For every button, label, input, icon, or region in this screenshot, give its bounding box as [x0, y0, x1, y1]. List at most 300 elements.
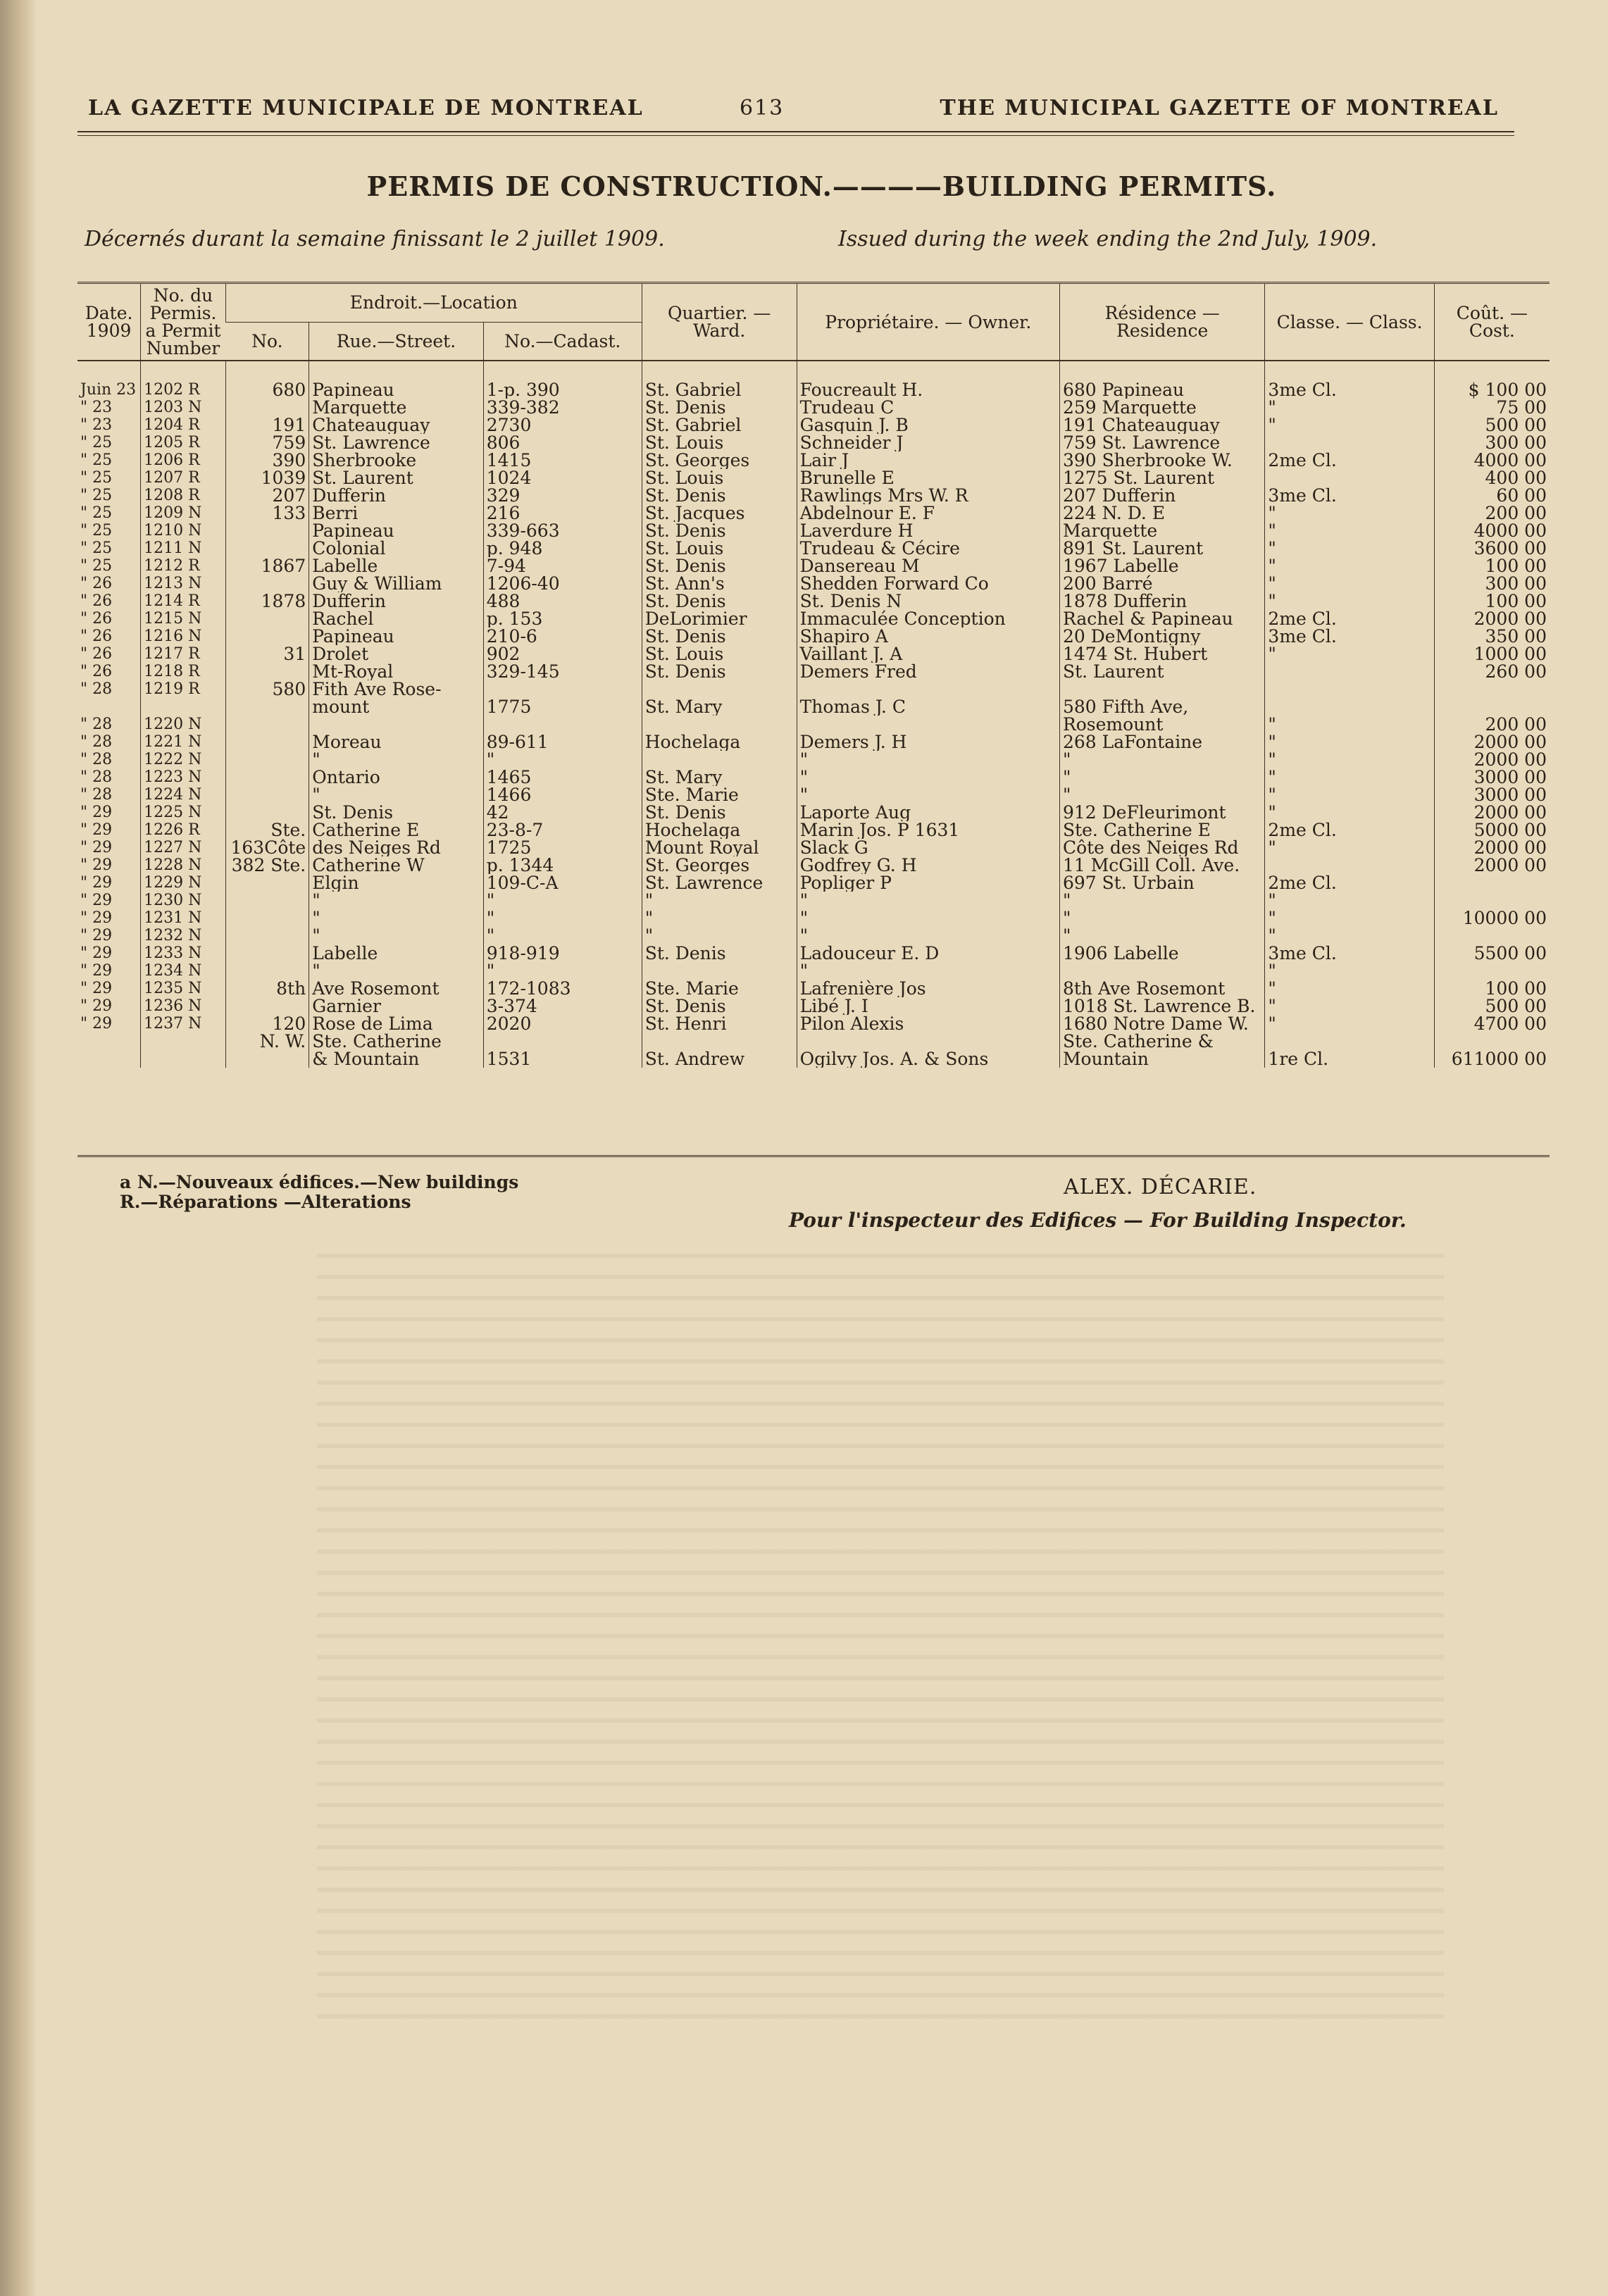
cell-permit: 1233 N	[141, 944, 226, 962]
cell-date: " 26	[80, 610, 113, 628]
cell-street: Catherine W	[309, 856, 484, 874]
cell-cost: 100 00	[1434, 557, 1550, 575]
table-row	[77, 1032, 1550, 1050]
cell-owner: "	[797, 909, 1059, 927]
cell-cadast: 172-1083	[483, 980, 642, 997]
cell-date: Juin 23	[80, 381, 137, 399]
bleed-through-texture	[317, 1254, 1444, 2028]
cell-residence: 1018 St. Lawrence B.	[1059, 997, 1264, 1015]
cell-no: 163Côte	[225, 839, 308, 856]
cell-class: "	[1265, 557, 1434, 575]
cell-cost: 200 00	[1434, 716, 1550, 733]
table-row	[77, 1015, 1550, 1032]
cell-date: " 26	[80, 575, 113, 592]
cell-cadast: 216	[483, 504, 642, 522]
cell-owner: Demers J. H	[797, 733, 1059, 751]
cell-date: " 29	[80, 839, 113, 856]
cell-cadast: 3-374	[483, 997, 642, 1015]
cell-owner: Marin Jos. P 1631	[797, 821, 1059, 839]
cell-class: "	[1265, 786, 1434, 804]
cell-no: 133	[225, 504, 308, 522]
table-row	[77, 856, 1550, 874]
table-row	[77, 557, 1550, 575]
cell-residence: Rachel & Papineau	[1059, 610, 1264, 628]
cell-owner: Abdelnour E. F	[797, 504, 1059, 522]
col-header-cost: Coût. — Cost.	[1434, 283, 1550, 361]
cell-street: Ave Rosemont	[309, 980, 484, 997]
cell-street: "	[309, 786, 484, 804]
table-row	[77, 768, 1550, 786]
cell-cadast: 488	[483, 592, 642, 610]
cell-no	[225, 751, 308, 768]
cell-cadast: "	[483, 909, 642, 927]
cell-cadast: 7-94	[483, 557, 642, 575]
cell-permit: 1229 N	[141, 874, 226, 892]
cell-permit: 1220 N	[141, 716, 226, 733]
cell-owner: Demers Fred	[797, 663, 1059, 680]
cell-cost: 500 00	[1434, 997, 1550, 1015]
cell-street: Dufferin	[309, 487, 484, 504]
cell-residence: 891 St. Laurent	[1059, 539, 1264, 557]
cell-class: "	[1265, 804, 1434, 821]
cell-cost: $ 100 00	[1434, 361, 1550, 399]
cell-ward: St. Andrew	[642, 1050, 797, 1068]
cell-no	[225, 716, 308, 733]
cell-street: des Neiges Rd	[309, 839, 484, 856]
cell-class: "	[1265, 733, 1434, 751]
table-row	[77, 469, 1550, 487]
cell-cadast: "	[483, 751, 642, 768]
cell-no: 1867	[225, 557, 308, 575]
cell-cost	[1434, 962, 1550, 980]
cell-no	[225, 733, 308, 751]
cell-class	[1265, 698, 1434, 716]
cell-no	[225, 522, 308, 539]
cell-cadast: 1415	[483, 451, 642, 469]
cell-street: Sherbrooke	[309, 451, 484, 469]
cell-class	[1265, 856, 1434, 874]
cell-street: "	[309, 751, 484, 768]
cell-class: 3me Cl.	[1265, 361, 1434, 399]
cell-ward: St. Louis	[642, 469, 797, 487]
col-header-no: No.	[251, 330, 283, 351]
cell-permit: 1221 N	[141, 733, 226, 751]
cell-residence: 268 LaFontaine	[1059, 733, 1264, 751]
cell-ward	[642, 751, 797, 768]
cell-owner: Slack G	[797, 839, 1059, 856]
cell-cost: 1000 00	[1434, 645, 1550, 663]
cell-ward: St. Denis	[642, 628, 797, 645]
cell-date: " 25	[80, 557, 113, 575]
cell-permit: 1210 N	[141, 522, 226, 539]
cell-date: " 29	[80, 874, 113, 892]
cell-permit: 1235 N	[141, 980, 226, 997]
table-row	[77, 839, 1550, 856]
cell-ward: St. Louis	[642, 539, 797, 557]
cell-owner: Shapiro A	[797, 628, 1059, 645]
cell-no	[225, 892, 308, 909]
cell-ward: Ste. Marie	[642, 786, 797, 804]
cell-street: Moreau	[309, 733, 484, 751]
col-header-ward: Quartier. — Ward.	[642, 283, 797, 361]
cell-cadast: 329	[483, 487, 642, 504]
cell-street: Colonial	[309, 539, 484, 557]
cell-class	[1265, 663, 1434, 680]
cell-residence: 680 Papineau	[1059, 361, 1264, 399]
table-row	[77, 716, 1550, 733]
cell-street: St. Denis	[309, 804, 484, 821]
cell-no	[225, 944, 308, 962]
cell-ward: St. Denis	[642, 399, 797, 416]
cell-permit: 1208 R	[141, 487, 226, 504]
cell-class: 2me Cl.	[1265, 821, 1434, 839]
cell-cadast: 109-C-A	[483, 874, 642, 892]
cell-no: 120	[225, 1015, 308, 1032]
cell-date: " 29	[80, 927, 113, 944]
cell-street: Chateauguay	[309, 416, 484, 434]
footnotes	[120, 1173, 518, 1212]
col-header-class: Classe. — Class.	[1265, 283, 1434, 361]
cell-permit: 1213 N	[141, 575, 226, 592]
cell-owner: "	[797, 927, 1059, 944]
cell-permit: 1212 R	[141, 557, 226, 575]
cell-class: "	[1265, 892, 1434, 909]
page-binding-shadow	[0, 0, 35, 2296]
footnote-repairs: R.—Réparations —Alterations	[120, 1192, 411, 1212]
cell-owner: Ladouceur E. D	[797, 944, 1059, 962]
cell-cadast: 42	[483, 804, 642, 821]
cell-ward: St. Denis	[642, 592, 797, 610]
cell-date: " 25	[80, 451, 113, 469]
cell-street: Marquette	[309, 399, 484, 416]
table-row	[77, 874, 1550, 892]
cell-no: 1878	[225, 592, 308, 610]
cell-date	[77, 1032, 141, 1050]
cell-ward: St. Denis	[642, 804, 797, 821]
cell-class: "	[1265, 716, 1434, 733]
cell-permit: 1207 R	[141, 469, 226, 487]
cell-date: " 29	[80, 980, 113, 997]
cell-residence: 390 Sherbrooke W.	[1059, 451, 1264, 469]
cell-class: "	[1265, 592, 1434, 610]
cell-cost: 75 00	[1434, 399, 1550, 416]
cell-cost: 200 00	[1434, 504, 1550, 522]
cell-no	[225, 698, 308, 716]
cell-date: " 26	[80, 592, 113, 610]
cell-street: "	[309, 962, 484, 980]
cell-street: Berri	[309, 504, 484, 522]
cell-class: "	[1265, 751, 1434, 768]
running-header	[88, 83, 1499, 125]
cell-cadast: 210-6	[483, 628, 642, 645]
cell-date: " 25	[80, 469, 113, 487]
cell-permit: 1227 N	[141, 839, 226, 856]
col-header-permit: No. du Permis. a Permit Number	[141, 283, 226, 361]
cell-no	[225, 909, 308, 927]
cell-street: Labelle	[309, 944, 484, 962]
table-row	[77, 751, 1550, 768]
cell-cadast	[483, 716, 642, 733]
cell-cadast: "	[483, 927, 642, 944]
cell-cadast: 1466	[483, 786, 642, 804]
table-row	[77, 962, 1550, 980]
cell-cost: 2000 00	[1434, 856, 1550, 874]
cell-street: & Mountain	[309, 1050, 484, 1068]
cell-residence: 1680 Notre Dame W.	[1059, 1015, 1264, 1032]
cell-permit: 1224 N	[141, 786, 226, 804]
cell-street: "	[309, 909, 484, 927]
cell-street: Ontario	[309, 768, 484, 786]
cell-class: "	[1265, 522, 1434, 539]
cell-owner: Laporte Aug	[797, 804, 1059, 821]
cell-owner: Ogilvy Jos. A. & Sons	[797, 1050, 1059, 1068]
table-row	[77, 610, 1550, 628]
cell-cost: 3000 00	[1434, 786, 1550, 804]
cell-date: " 29	[80, 962, 113, 980]
cell-owner: Dansereau M	[797, 557, 1059, 575]
cell-date: " 29	[80, 909, 113, 927]
cell-cadast	[483, 1032, 642, 1050]
cell-no: 207	[225, 487, 308, 504]
cell-permit	[141, 1032, 226, 1050]
table-row	[77, 980, 1550, 997]
table-row	[77, 434, 1550, 451]
cell-cost	[1434, 1032, 1550, 1050]
cell-date: " 26	[80, 663, 113, 680]
cell-ward: St. Denis	[642, 663, 797, 680]
cell-owner: "	[797, 892, 1059, 909]
cell-residence: 580 Fifth Ave,	[1059, 698, 1264, 716]
cell-residence: 259 Marquette	[1059, 399, 1264, 416]
cell-ward: St. Georges	[642, 451, 797, 469]
cell-cadast: "	[483, 962, 642, 980]
subtitle-english: Issued during the week ending the 2nd July, 1909.	[838, 227, 1378, 251]
cell-date: " 29	[80, 944, 113, 962]
cell-owner: Laverdure H	[797, 522, 1059, 539]
cell-cadast: 23-8-7	[483, 821, 642, 839]
cell-cadast: 339-663	[483, 522, 642, 539]
cell-owner: "	[797, 962, 1059, 980]
cell-street: "	[309, 892, 484, 909]
cell-ward: Hochelaga	[642, 733, 797, 751]
cell-cost: 500 00	[1434, 416, 1550, 434]
cell-permit: 1205 R	[141, 434, 226, 451]
cell-residence: 200 Barré	[1059, 575, 1264, 592]
cell-date: " 29	[80, 997, 113, 1015]
cell-ward: St. Denis	[642, 997, 797, 1015]
cell-permit: 1217 R	[141, 645, 226, 663]
cell-no: 191	[225, 416, 308, 434]
cell-cadast: 918-919	[483, 944, 642, 962]
col-header-date: Date. 1909	[85, 303, 133, 341]
cell-ward: St. Lawrence	[642, 874, 797, 892]
table-row	[77, 487, 1550, 504]
cell-residence: 1967 Labelle	[1059, 557, 1264, 575]
cell-permit: 1202 R	[141, 361, 226, 399]
cell-cost: 100 00	[1434, 980, 1550, 997]
cell-street: Drolet	[309, 645, 484, 663]
cell-no	[225, 610, 308, 628]
cell-street: Papineau	[309, 361, 484, 399]
cell-no	[225, 628, 308, 645]
cell-street: Dufferin	[309, 592, 484, 610]
cell-owner: Lair J	[797, 451, 1059, 469]
cell-residence	[1059, 962, 1264, 980]
table-row	[77, 522, 1550, 539]
cell-ward: St. Jacques	[642, 504, 797, 522]
cell-residence: "	[1059, 892, 1264, 909]
cell-street: mount	[309, 698, 484, 716]
cell-no	[225, 575, 308, 592]
cell-ward: St. Mary	[642, 698, 797, 716]
cell-permit: 1209 N	[141, 504, 226, 522]
cell-cost: 2000 00	[1434, 751, 1550, 768]
page-number: 613	[740, 96, 785, 120]
cell-class: "	[1265, 997, 1434, 1015]
cell-class	[1265, 1032, 1434, 1050]
permits-table	[77, 282, 1550, 1068]
cell-street: Elgin	[309, 874, 484, 892]
cell-residence: Ste. Catherine E	[1059, 821, 1264, 839]
cell-cost: 2000 00	[1434, 733, 1550, 751]
cell-cadast: 1024	[483, 469, 642, 487]
cell-residence: Ste. Catherine &	[1059, 1032, 1264, 1050]
cell-owner	[797, 680, 1059, 698]
cell-owner: Immaculée Conception	[797, 610, 1059, 628]
cell-cost: 300 00	[1434, 575, 1550, 592]
cell-cost: 3600 00	[1434, 539, 1550, 557]
cell-permit: 1204 R	[141, 416, 226, 434]
cell-street: "	[309, 927, 484, 944]
cell-residence: 697 St. Urbain	[1059, 874, 1264, 892]
cell-ward	[642, 1032, 797, 1050]
cell-cadast: 1465	[483, 768, 642, 786]
table-row	[77, 539, 1550, 557]
cell-permit: 1234 N	[141, 962, 226, 980]
cell-date: " 28	[80, 716, 113, 733]
cell-ward: St. Mary	[642, 768, 797, 786]
cell-cadast: 2730	[483, 416, 642, 434]
cell-street: Guy & William	[309, 575, 484, 592]
cell-permit: 1228 N	[141, 856, 226, 874]
cell-residence: 1474 St. Hubert	[1059, 645, 1264, 663]
cell-owner: Pilon Alexis	[797, 1015, 1059, 1032]
table-row	[77, 592, 1550, 610]
cell-residence: "	[1059, 909, 1264, 927]
cell-cost: 260 00	[1434, 663, 1550, 680]
cell-cadast: 1775	[483, 698, 642, 716]
cell-ward: "	[642, 909, 797, 927]
cell-cost: 2000 00	[1434, 804, 1550, 821]
table-row	[77, 804, 1550, 821]
cell-residence: 1275 St. Laurent	[1059, 469, 1264, 487]
cell-residence: 224 N. D. E	[1059, 504, 1264, 522]
cell-date: " 25	[80, 539, 113, 557]
cell-ward: St. Georges	[642, 856, 797, 874]
cell-no	[225, 927, 308, 944]
col-header-location: Endroit.—Location	[225, 283, 642, 323]
cell-owner: Popliger P	[797, 874, 1059, 892]
cell-owner: Lafrenière Jos	[797, 980, 1059, 997]
cell-street: Ste. Catherine	[309, 1032, 484, 1050]
cell-residence: 1906 Labelle	[1059, 944, 1264, 962]
cell-ward: Ste. Marie	[642, 980, 797, 997]
cell-cadast: p. 153	[483, 610, 642, 628]
cell-class	[1265, 469, 1434, 487]
cell-owner: Shedden Forward Co	[797, 575, 1059, 592]
cell-street: Mt-Royal	[309, 663, 484, 680]
cell-date: " 23	[80, 399, 113, 416]
col-header-owner: Propriétaire. — Owner.	[797, 283, 1059, 361]
cell-cost	[1434, 680, 1550, 698]
cell-residence: "	[1059, 786, 1264, 804]
cell-cost: 611000 00	[1434, 1050, 1550, 1068]
table-row	[77, 399, 1550, 416]
cell-permit: 1211 N	[141, 539, 226, 557]
cell-date	[77, 698, 141, 716]
cell-permit: 1214 R	[141, 592, 226, 610]
cell-owner: "	[797, 768, 1059, 786]
cell-cadast: 2020	[483, 1015, 642, 1032]
cell-no	[225, 874, 308, 892]
cell-residence	[1059, 680, 1264, 698]
cell-ward: Mount Royal	[642, 839, 797, 856]
cell-ward: St. Gabriel	[642, 361, 797, 399]
cell-residence: "	[1059, 751, 1264, 768]
signature-name: ALEX. DÉCARIE.	[1064, 1175, 1257, 1199]
cell-cost	[1434, 927, 1550, 944]
cell-street: Fith Ave Rose-	[309, 680, 484, 698]
cell-date: " 28	[80, 786, 113, 804]
cell-no: 759	[225, 434, 308, 451]
cell-class: "	[1265, 839, 1434, 856]
cell-class: "	[1265, 962, 1434, 980]
cell-permit: 1216 N	[141, 628, 226, 645]
cell-ward: Hochelaga	[642, 821, 797, 839]
cell-cadast	[483, 680, 642, 698]
cell-owner: Godfrey G. H	[797, 856, 1059, 874]
cell-ward: St. Gabriel	[642, 416, 797, 434]
cell-ward: St. Denis	[642, 944, 797, 962]
cell-residence: "	[1059, 768, 1264, 786]
table-row	[77, 416, 1550, 434]
table-row	[77, 927, 1550, 944]
cell-owner: Vaillant J. A	[797, 645, 1059, 663]
cell-class: "	[1265, 645, 1434, 663]
cell-cost: 4000 00	[1434, 451, 1550, 469]
cell-no: 31	[225, 645, 308, 663]
cell-owner: Trudeau & Cécire	[797, 539, 1059, 557]
cell-class: 3me Cl.	[1265, 944, 1434, 962]
cell-permit: 1223 N	[141, 768, 226, 786]
cell-class: "	[1265, 575, 1434, 592]
cell-date: " 29	[80, 804, 113, 821]
page-title: PERMIS DE CONSTRUCTION.————BUILDING PERMITS.	[366, 170, 1277, 202]
cell-ward: "	[642, 927, 797, 944]
cell-residence: 759 St. Lawrence	[1059, 434, 1264, 451]
cell-cost: 4700 00	[1434, 1015, 1550, 1032]
cell-class: "	[1265, 504, 1434, 522]
cell-residence: Rosemount	[1059, 716, 1264, 733]
cell-cost	[1434, 892, 1550, 909]
cell-permit: 1225 N	[141, 804, 226, 821]
cell-permit: 1226 R	[141, 821, 226, 839]
cell-permit: 1218 R	[141, 663, 226, 680]
cell-class: "	[1265, 1015, 1434, 1032]
footnote-new: a N.—Nouveaux édifices.—New buildings	[120, 1172, 519, 1192]
cell-date: " 25	[80, 434, 113, 451]
cell-date: " 26	[80, 645, 113, 663]
